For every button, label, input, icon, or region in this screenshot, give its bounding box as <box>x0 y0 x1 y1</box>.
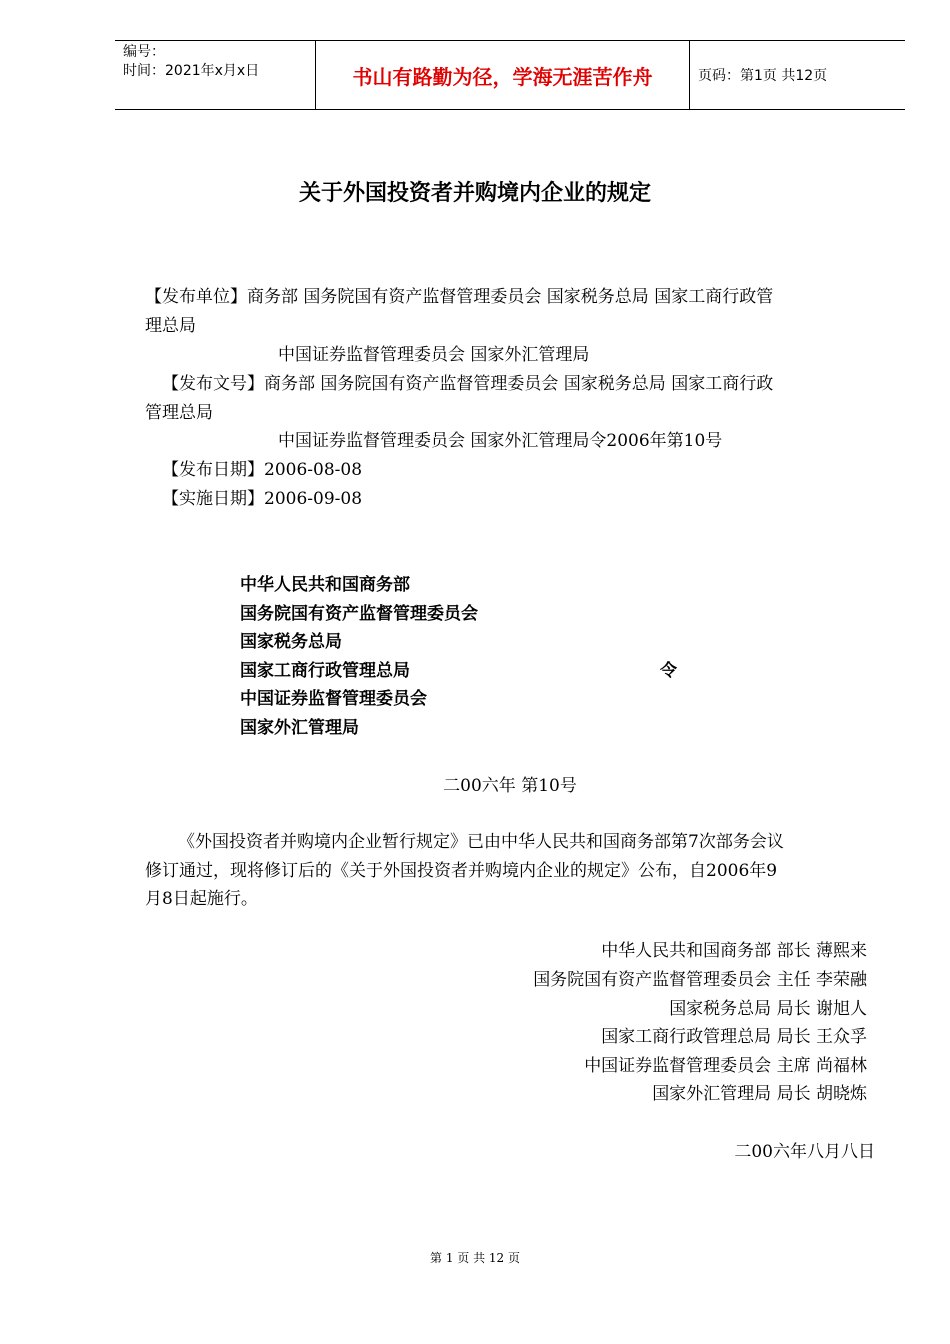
body-line-2: 修订通过，现将修订后的《关于外国投资者并购境内企业的规定》公布，自2006年9 <box>145 861 778 881</box>
sign-date: 二00六年八月八日 <box>734 1142 875 1162</box>
doc-time-label: 时间：2021年x月x日 <box>123 63 260 79</box>
order-char: 令 <box>660 661 677 681</box>
signature-3: 国家税务总局 局长 谢旭人 <box>669 999 867 1019</box>
publisher-line-2: 理总局 <box>145 316 196 336</box>
header-page-info: 页码：第1页 共12页 <box>698 68 828 84</box>
signature-1: 中华人民共和国商务部 部长 薄熙来 <box>601 941 867 961</box>
order-number: 二00六年 第10号 <box>443 776 577 796</box>
docno-line-2: 管理总局 <box>145 403 213 423</box>
doc-number-label: 编号： <box>123 44 165 60</box>
signature-5: 中国证券监督管理委员会 主席 尚福林 <box>584 1056 867 1076</box>
issuer-1: 中华人民共和国商务部 <box>240 575 410 595</box>
issuer-6: 国家外汇管理局 <box>240 718 359 738</box>
signature-2: 国务院国有资产监督管理委员会 主任 李荣融 <box>533 970 867 990</box>
body-line-3: 月8日起施行。 <box>145 889 258 909</box>
body-line-1: 《外国投资者并购境内企业暂行规定》已由中华人民共和国商务部第7次部务会议 <box>178 832 784 852</box>
issuer-2: 国务院国有资产监督管理委员会 <box>240 604 478 624</box>
publisher-line-1: 【发布单位】商务部 国务院国有资产监督管理委员会 国家税务总局 国家工商行政管 <box>145 287 774 307</box>
issuer-4: 国家工商行政管理总局 <box>240 661 410 681</box>
signature-4: 国家工商行政管理总局 局长 王众孚 <box>601 1027 867 1047</box>
docno-line-3: 中国证券监督管理委员会 国家外汇管理局令2006年第10号 <box>278 431 723 451</box>
issuer-3: 国家税务总局 <box>240 632 342 652</box>
page-footer: 第 1 页 共 12 页 <box>430 1251 520 1265</box>
header-motto: 书山有路勤为径，学海无涯苦作舟 <box>316 41 690 109</box>
effective-date: 【实施日期】2006-09-08 <box>162 489 363 509</box>
header-meta <box>115 41 316 109</box>
page-header <box>115 40 905 110</box>
docno-line-1: 【发布文号】商务部 国务院国有资产监督管理委员会 国家税务总局 国家工商行政 <box>162 374 774 394</box>
publisher-line-3: 中国证券监督管理委员会 国家外汇管理局 <box>278 345 590 365</box>
signature-6: 国家外汇管理局 局长 胡晓炼 <box>652 1084 867 1104</box>
publish-date: 【发布日期】2006-08-08 <box>162 460 363 480</box>
document-title: 关于外国投资者并购境内企业的规定 <box>298 181 651 206</box>
issuer-5: 中国证券监督管理委员会 <box>240 689 427 709</box>
